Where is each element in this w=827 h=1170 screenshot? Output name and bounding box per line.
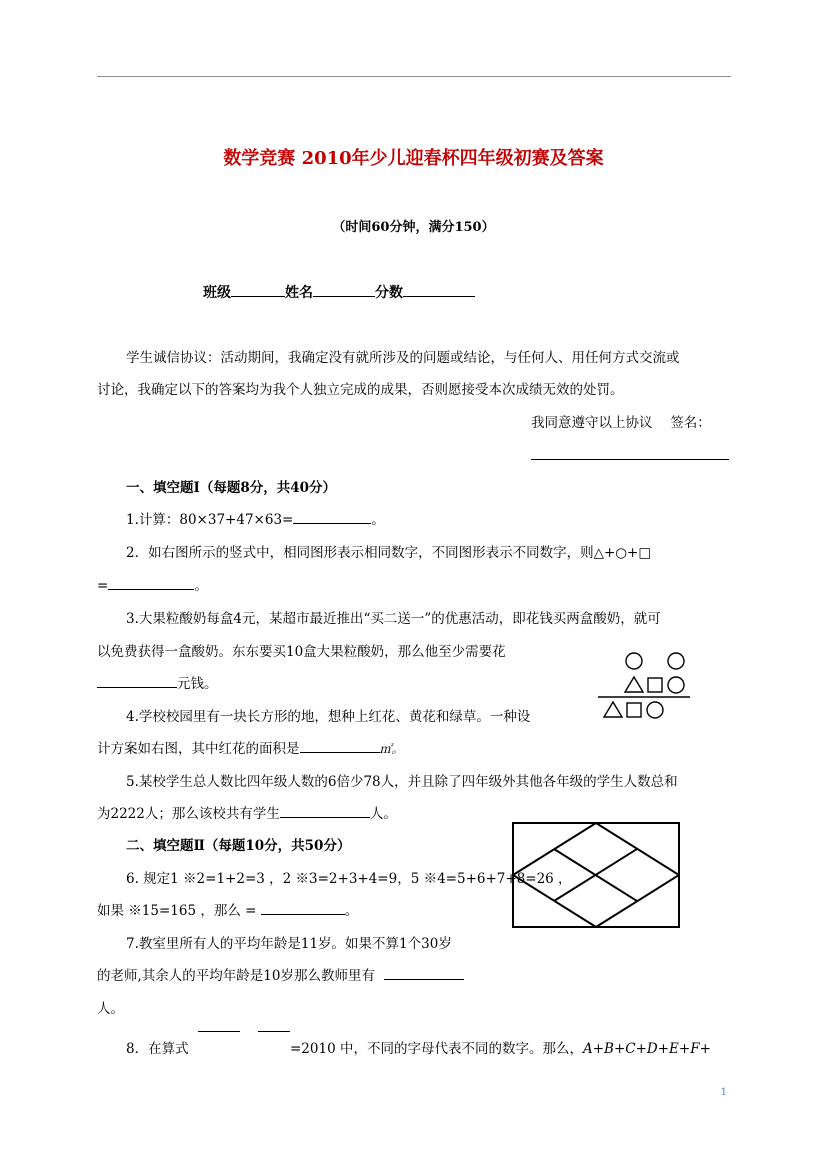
question-5-line-2: 为2222人；那么该校共有学生 人。	[97, 806, 397, 822]
question-7-line-2: 的老师,其余人的平均年龄是10岁那么教师里有	[97, 964, 464, 984]
q4-blank[interactable]	[300, 740, 380, 753]
q8-overline-2	[258, 1031, 290, 1032]
page-title: 数学竞赛 2010年少儿迎春杯四年级初赛及答案	[223, 148, 604, 169]
question-3-line-3: 元钱。	[97, 672, 218, 692]
square-icon	[648, 678, 662, 692]
page-subtitle: （时间60分钟，满分150）	[332, 220, 495, 235]
q5-blank[interactable]	[280, 805, 370, 818]
score-field[interactable]	[403, 282, 475, 297]
question-7-line-3: 人。	[97, 1001, 124, 1017]
q3-blank[interactable]	[97, 675, 177, 688]
question-2-line-2: = 。	[97, 578, 208, 594]
honesty-line-2: 讨论，我确定以下的答案均为我个人独立完成的成果，否则愿接受本次成绩无效的处罚。	[97, 382, 624, 398]
question-4-line-1: 4.学校校园里有一块长方形的地，想种上红花、黄花和绿草。一种设	[126, 709, 531, 725]
question-5-line-1: 5.某校学生总人数比四年级人数的6倍少78人，并且除了四年级外其他各年级的学生人数总和	[126, 774, 678, 790]
question-3-line-1: 3.大果粒酸奶每盒4元，某超市最近推出“买二送一”的优惠活动，即花钱买两盒酸奶，就可	[126, 611, 661, 627]
question-2-line-1: 2．如右图所示的竖式中，相同图形表示相同数字，不同图形表示不同数字，则△+○+□	[126, 545, 652, 561]
q6-blank[interactable]	[261, 902, 345, 915]
question-4-line-2: 计方案如右图，其中红花的面积是 ㎡。	[97, 741, 404, 757]
square-icon	[627, 703, 641, 717]
question-6-line-2: 如果 ※15=165 ，那么 = 。	[97, 903, 359, 919]
question-6-line-1: 6. 规定1 ※2=1+2=3 ，2 ※3=2+3+4=9，5 ※4=5+6+7+8=26 ，	[126, 871, 572, 887]
page-number: 1	[720, 1087, 727, 1098]
header-rule	[97, 76, 731, 77]
score-label: 分数	[375, 285, 403, 301]
name-field[interactable]	[313, 282, 375, 297]
q7-blank[interactable]	[384, 967, 464, 980]
honesty-line-1: 学生诚信协议：活动期间，我确定没有就所涉及的问题或结论，与任何人、用任何方式交流或	[126, 350, 680, 366]
shape-addition-figure	[596, 651, 692, 723]
section2-heading: 二、填空题Ⅱ（每题10分，共50分）	[126, 838, 351, 854]
question-7-line-1: 7.教室里所有人的平均年龄是11岁。如果不算1个30岁	[126, 936, 452, 952]
question-8-line: =2010 中，不同的字母代表不同的数字。那么，A+B+C+D+E+F+	[290, 1041, 711, 1057]
triangle-icon	[604, 702, 622, 717]
name-label: 姓名	[285, 285, 313, 301]
circle-icon	[668, 653, 684, 669]
student-info-row	[203, 282, 475, 302]
question-3-line-2: 以免费获得一盒酸奶。东东要买10盒大果粒酸奶，那么他至少需要花	[97, 644, 506, 660]
class-label: 班级	[203, 285, 231, 301]
circle-icon	[647, 702, 663, 718]
circle-icon	[626, 653, 642, 669]
section1-heading: 一、填空题Ⅰ（每题8分，共40分）	[126, 480, 336, 496]
q8-overline-1	[198, 1031, 240, 1032]
signature-line[interactable]	[531, 459, 729, 460]
triangle-icon	[625, 677, 643, 692]
q2-blank[interactable]	[108, 577, 194, 590]
question-1: 1.计算：80×37+47×63= 。	[126, 512, 385, 528]
circle-icon	[668, 677, 684, 693]
class-field[interactable]	[231, 282, 285, 297]
q1-blank[interactable]	[293, 511, 371, 524]
honesty-agree: 我同意遵守以上协议 签名：	[531, 415, 711, 431]
question-8-start: 8．在算式	[126, 1041, 189, 1057]
